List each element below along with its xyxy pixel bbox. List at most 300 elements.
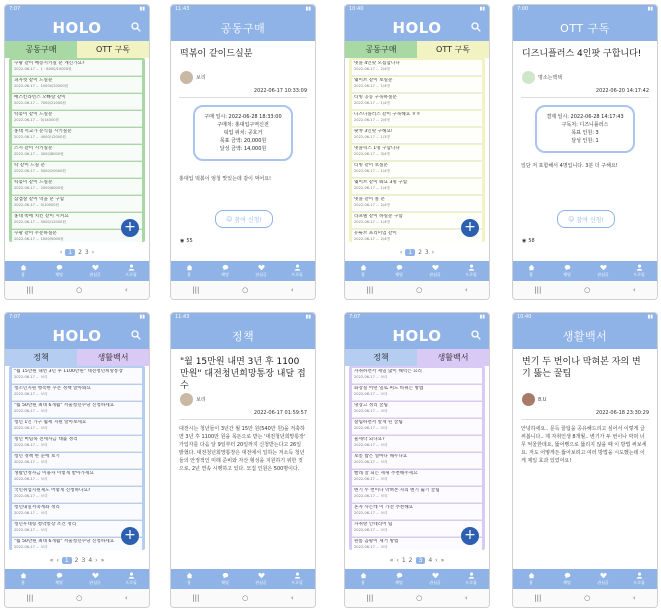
list-item[interactable] — [352, 453, 482, 469]
app-title: HOLO — [52, 18, 102, 37]
list-item[interactable] — [352, 504, 482, 520]
back-button[interactable]: ‹ — [124, 594, 128, 602]
list-item-title: 청년 1인 가구 월세 지원 알아보세요 — [14, 420, 87, 425]
prev-page-button[interactable]: ‹ — [56, 556, 59, 564]
bottom-nav — [171, 569, 315, 589]
list-item[interactable] — [12, 504, 142, 520]
post-date: 2022-06-18 23:30:29 — [595, 410, 649, 416]
tab-groupbuy[interactable]: 공동구매 — [345, 41, 417, 58]
recents-button[interactable]: ||| — [192, 286, 200, 294]
screen-policy-list — [4, 312, 150, 608]
list-item-meta: 2022-06-17 ... 4000/12000원 — [14, 135, 66, 139]
screen-ott-detail — [512, 4, 658, 300]
status-time: 7:07 — [349, 314, 361, 320]
join-button-label: 참여 신청! — [234, 216, 262, 224]
list-item[interactable] — [352, 368, 482, 384]
post-body: 대전시는 청년들이 3년간 월 15만 원(540만 원)을 저축하면 3년 후 1100만 원을 목돈으로 받는 '대전청년희망통장' 가입자를 다음 달 9일부터 20일까지 신청받는다고 26일 밝혔다. 대전청년희망통장은 대전에서 일하는 저소득 청년들의 안정적인 미래 준비와 자산 형성을 지원하기 위한 것으로, 2년 연속 시행하고 있다. 모집 인원은 500명이다. — [179, 426, 306, 472]
nav-profile[interactable] — [279, 569, 315, 589]
list-item-meta: 2022-06-17 ... 보리 — [14, 545, 48, 549]
post-title: 디즈니플러스 4인팟 구합니다! — [522, 49, 642, 59]
list-item[interactable] — [12, 419, 142, 435]
list-item-title: 청년 정책 한 눈에 보기 — [14, 454, 60, 459]
status-bar — [171, 5, 315, 14]
divider — [179, 419, 307, 420]
list-item-meta: 2022-06-17 ... 보리 — [14, 443, 48, 447]
list-item-meta: 2022-06-17 ... 1/4명 — [354, 169, 390, 173]
list-item-title: 홍대 서교가 분식집 시키실분 — [14, 129, 72, 134]
nav-chat[interactable] — [549, 261, 585, 281]
page-button[interactable]: 2 — [74, 556, 79, 564]
nav-chat[interactable] — [41, 569, 77, 589]
add-post-button[interactable]: + — [121, 219, 139, 237]
nav-favorites[interactable] — [417, 261, 453, 281]
system-nav-bar — [513, 281, 657, 299]
nav-profile[interactable] — [621, 261, 657, 281]
home-icon — [20, 572, 27, 579]
list-item-title: 원룸 곰팡이 제거 방법 — [354, 539, 399, 544]
heart-icon — [258, 264, 265, 271]
first-page-button[interactable]: « — [389, 556, 394, 564]
nav-label: 채팅 — [563, 580, 571, 585]
nav-label: 관심글 — [597, 272, 609, 277]
list-item-title: 떡볶이 같이 드실분 — [14, 180, 53, 185]
page-button[interactable]: 1 — [65, 249, 75, 256]
search-icon[interactable] — [471, 330, 481, 340]
list-item-meta: 2022-06-17 ... 보리 — [354, 409, 388, 413]
tab-ott[interactable]: OTT 구독 — [417, 41, 489, 58]
list-item[interactable] — [12, 196, 142, 212]
list-item-meta: 2022-06-17 ... 보리 — [14, 477, 48, 481]
list-item-meta: 2022-06-17 ... 보리 — [354, 460, 388, 464]
list-item-meta: 2022-06-17 ... 보리 — [14, 494, 48, 498]
list-item-title: 라프텔 같이 하실분 구함 — [354, 214, 403, 219]
tab-groupbuy[interactable]: 공동구매 — [5, 41, 77, 58]
list-item-title: 딱 같이 드실 분 — [14, 163, 46, 168]
back-button[interactable]: ‹ — [632, 594, 636, 602]
nav-home[interactable] — [171, 569, 207, 589]
list-item-title: 삼겹살 같이 먹을 분 구함 — [14, 197, 65, 202]
list-item-meta: 2022-06-17 ... 보리 — [354, 375, 388, 379]
prev-page-button[interactable]: ‹ — [399, 248, 403, 256]
tab-policy[interactable]: 정책 — [345, 349, 417, 366]
nav-label: 프로필 — [291, 272, 303, 277]
back-button[interactable]: ‹ — [464, 286, 468, 294]
nav-label: 관심글 — [597, 580, 609, 585]
status-icons: ▮▮ — [647, 6, 653, 12]
page-button[interactable]: 3 — [81, 556, 86, 564]
nav-profile[interactable] — [621, 569, 657, 589]
info-line: 결제 일시: 2022-06-28 14:17:43 — [546, 114, 624, 120]
profile-icon — [468, 264, 475, 271]
status-icons: ▮▮ — [139, 314, 145, 320]
nav-label: 관심글 — [89, 580, 101, 585]
eye-icon: ◉ — [522, 238, 527, 244]
page-button[interactable]: 1 — [405, 249, 415, 256]
post-body: 홍대입 떡볶이 엄청 맛있는데 같이 먹어요! — [179, 176, 272, 182]
list-item-meta: 2022-06-17 ... 2/4명 — [354, 118, 390, 122]
list-item[interactable] — [12, 77, 142, 93]
prev-page-button[interactable]: ‹ — [59, 248, 63, 256]
list-item[interactable] — [352, 436, 482, 452]
home-system-button[interactable]: ○ — [416, 594, 423, 602]
nav-label: 관심글 — [89, 272, 101, 277]
nav-favorites[interactable] — [77, 261, 113, 281]
list-item[interactable] — [12, 162, 142, 178]
heart-icon — [92, 572, 99, 579]
nav-chat[interactable] — [381, 261, 417, 281]
page-button[interactable]: 1 — [401, 556, 406, 564]
nav-chat[interactable] — [207, 569, 243, 589]
list-item-meta: 2022-06-17 ... 5000/12000원 — [14, 220, 66, 224]
list-item[interactable] — [352, 162, 482, 178]
list-item-meta: 2022-06-17 ... 0/14000원 — [14, 118, 59, 122]
home-icon — [20, 264, 27, 271]
status-time: 7:00 — [517, 6, 529, 12]
page-button[interactable]: 1 — [62, 557, 72, 564]
home-system-button[interactable]: ○ — [584, 594, 591, 602]
category-tabs — [345, 349, 489, 366]
list-item[interactable] — [12, 179, 142, 195]
tab-ott[interactable]: OTT 구독 — [77, 41, 149, 58]
first-page-button[interactable]: « — [49, 556, 54, 564]
next-page-button[interactable]: › — [95, 556, 98, 564]
list-item-title: 자취하면서 제일 많이 해먹는 요리 — [354, 369, 422, 374]
chat-icon — [222, 572, 229, 579]
info-line: 목표 금액: 20,000원 — [219, 138, 267, 144]
chat-icon — [56, 572, 63, 579]
list-item[interactable] — [12, 402, 142, 418]
chat-icon — [222, 264, 229, 271]
screen-groupbuy-list — [4, 4, 150, 300]
join-button[interactable] — [557, 210, 615, 228]
next-page-button[interactable]: › — [431, 248, 435, 256]
nav-favorites[interactable] — [585, 569, 621, 589]
nav-favorites[interactable] — [243, 261, 279, 281]
home-icon — [528, 572, 535, 579]
list-item-meta: 2022-06-17 ... 1/4명 — [354, 101, 390, 105]
list-item[interactable] — [12, 128, 142, 144]
list-item-title: 티빙 같이 보실분 — [354, 163, 388, 168]
list-item-title: 자취방 인테리어 팁 — [354, 522, 393, 527]
post-date: 2022-06-17 01:59:57 — [253, 410, 307, 416]
app-header — [513, 322, 657, 349]
recents-button[interactable]: ||| — [192, 594, 200, 602]
recents-button[interactable]: ||| — [534, 286, 542, 294]
status-icons: ▮▮ — [305, 6, 311, 12]
back-button[interactable]: ‹ — [124, 286, 128, 294]
list-item-meta: 2022-06-17 ... 보리 — [354, 511, 388, 515]
nav-label: 프로필 — [465, 272, 477, 277]
back-button[interactable]: ‹ — [632, 286, 636, 294]
tab-policy[interactable]: 정책 — [5, 349, 77, 366]
list-item[interactable] — [352, 60, 482, 76]
list-item-title: 보통 밥은 얼마나 해두나요 — [354, 454, 408, 459]
nav-profile[interactable] — [453, 569, 489, 589]
page-button[interactable]: 3 — [84, 248, 89, 256]
view-count — [522, 238, 535, 244]
add-post-button[interactable]: + — [121, 527, 139, 545]
next-page-button[interactable]: › — [435, 556, 438, 564]
list-item-title: 웨이브 같이 보실분 — [354, 78, 393, 83]
nav-label: 홈 — [187, 580, 191, 585]
list-item[interactable] — [352, 145, 482, 161]
author — [522, 393, 546, 406]
view-count-value: 55 — [186, 238, 193, 244]
last-page-button[interactable]: » — [100, 556, 105, 564]
list-item[interactable] — [12, 94, 142, 110]
list-item[interactable] — [12, 385, 142, 401]
home-system-button[interactable]: ○ — [416, 286, 423, 294]
list-item-title: 피자헛 같이 드실분 — [14, 78, 53, 83]
list-item-title: 유튜브 프리미엄 같이 — [354, 231, 397, 236]
heart-icon — [258, 572, 265, 579]
list-item[interactable] — [12, 487, 142, 503]
chat-icon — [396, 264, 403, 271]
list-item-meta: 2022-06-17 ... 보리 — [14, 460, 48, 464]
list-item-title: 물세탁 되나요? — [354, 437, 385, 442]
recents-button[interactable]: ||| — [366, 594, 374, 602]
list-item-title: 화장실 어떤 일로 써도 바뀌는 방법 — [354, 386, 424, 391]
nav-favorites[interactable] — [585, 261, 621, 281]
chat-icon — [56, 264, 63, 271]
page-title: 공동구매 — [220, 21, 266, 35]
post-title: "월 15만원 내면 3년 후 1100만원" 대전청년희망통장 내달 접수 — [180, 357, 306, 391]
author-name: 보리 — [196, 75, 206, 81]
page-title: 정책 — [231, 329, 255, 343]
list-item[interactable] — [352, 77, 482, 93]
status-bar — [171, 313, 315, 322]
nav-profile[interactable] — [279, 261, 315, 281]
nav-label: 홈 — [187, 272, 191, 277]
list-item-title: 빨래 잘 되는 세제 추천해주세요 — [354, 471, 418, 476]
page-button[interactable]: 4 — [428, 556, 433, 564]
profile-icon — [294, 264, 301, 271]
home-icon — [186, 264, 193, 271]
status-time: 10:40 — [349, 6, 364, 12]
join-button[interactable] — [215, 210, 273, 228]
app-title: HOLO — [52, 326, 102, 345]
info-line: 구독처: 디즈니플러스 — [561, 122, 609, 128]
info-line: 달성 인원: 1 — [571, 138, 599, 144]
screen-groupbuy-detail — [170, 4, 316, 300]
home-system-button[interactable]: ○ — [76, 286, 83, 294]
info-line: 구매처: 홍대입구역신전 — [217, 122, 269, 128]
back-button[interactable]: ‹ — [290, 594, 294, 602]
info-line: 구매 일시: 2022-06-28 18:33:00 — [204, 114, 282, 120]
list-item-title: 넷플 4인팟 모집합니다 — [354, 61, 400, 66]
divider — [521, 419, 649, 420]
nav-home[interactable] — [345, 261, 381, 281]
list-item-title: "월 50만원 최대 6개월" 서울청년수당 신청하세요 — [14, 403, 115, 408]
heart-icon — [600, 572, 607, 579]
nav-home[interactable] — [345, 569, 381, 589]
list-item-meta: 2022-06-17 ... 2/4명 — [354, 67, 390, 71]
list-item[interactable] — [12, 60, 142, 76]
status-icons: ▮▮ — [647, 314, 653, 320]
prev-page-button[interactable]: ‹ — [396, 556, 399, 564]
nav-label: 채팅 — [395, 272, 403, 277]
system-nav-bar — [171, 281, 315, 299]
list-item[interactable] — [352, 179, 482, 195]
page-button[interactable]: 2 — [78, 248, 82, 256]
home-system-button[interactable]: ○ — [242, 594, 249, 602]
nav-profile[interactable] — [113, 569, 149, 589]
pagination — [5, 555, 149, 565]
list-item[interactable] — [12, 111, 142, 127]
list-item-meta: 2022-06-17 ... 보리 — [14, 426, 48, 430]
page-button[interactable]: 4 — [88, 556, 93, 564]
list-item[interactable] — [12, 368, 142, 384]
nav-chat[interactable] — [207, 261, 243, 281]
page-button[interactable]: 3 — [424, 248, 429, 256]
list-item-meta: 2022-06-17 ... 보리 — [14, 392, 48, 396]
list-item[interactable] — [352, 94, 482, 110]
bottom-nav — [513, 261, 657, 281]
list-item[interactable] — [352, 402, 482, 418]
nav-label: 홈 — [21, 272, 25, 277]
list-item-meta: 2022-06-17 ... 1/4명 — [354, 84, 390, 88]
nav-favorites[interactable] — [417, 569, 453, 589]
avatar — [180, 71, 193, 84]
nav-label: 관심글 — [255, 580, 267, 585]
list-item-title: 티빙 공동 구독하실분 — [354, 95, 397, 100]
category-tabs — [345, 41, 489, 58]
bottom-nav — [513, 569, 657, 589]
join-button-label: 참여 신청! — [576, 216, 604, 224]
nav-label: 채팅 — [55, 272, 63, 277]
search-icon[interactable] — [471, 22, 481, 32]
back-button[interactable]: ‹ — [290, 286, 294, 294]
nav-home[interactable] — [513, 569, 549, 589]
avatar — [522, 71, 535, 84]
list-item-title: "월 50만원 최대 6개월" 서울청년수당 신청하세요 — [14, 539, 115, 544]
system-nav-bar — [345, 589, 489, 607]
list-item[interactable] — [352, 128, 482, 144]
nav-home[interactable] — [513, 261, 549, 281]
search-icon[interactable] — [131, 330, 141, 340]
app-title: HOLO — [392, 18, 442, 37]
page-title: OTT 구독 — [560, 21, 610, 35]
nav-label: 관심글 — [429, 580, 441, 585]
bottom-nav — [5, 261, 149, 281]
app-title: HOLO — [392, 326, 442, 345]
recents-button[interactable]: ||| — [26, 286, 34, 294]
heart-icon — [92, 264, 99, 271]
list-item[interactable] — [352, 419, 482, 435]
nav-chat[interactable] — [549, 569, 585, 589]
last-page-button[interactable]: » — [440, 556, 445, 564]
recents-button[interactable]: ||| — [26, 594, 34, 602]
status-bar — [513, 5, 657, 14]
nav-home[interactable] — [5, 261, 41, 281]
smile-icon: ☺ — [226, 215, 233, 223]
nav-label: 채팅 — [55, 580, 63, 585]
list-item[interactable] — [352, 196, 482, 212]
recents-button[interactable]: ||| — [534, 594, 542, 602]
search-icon[interactable] — [131, 22, 141, 32]
list-item-title: 국민취업지원제도 어떻게 신청하나요? — [14, 488, 91, 493]
author — [180, 393, 206, 406]
list-item[interactable] — [352, 487, 482, 503]
nav-label: 홈 — [529, 580, 533, 585]
list-item-meta: 2022-06-17 ... 보리 — [14, 528, 48, 532]
list-item-title: 살림하면서 알게 된 꿀팁 — [354, 420, 403, 425]
nav-label: 채팅 — [221, 580, 229, 585]
view-count — [180, 238, 193, 244]
nav-favorites[interactable] — [243, 569, 279, 589]
list-item[interactable] — [12, 436, 142, 452]
view-count-value: 58 — [528, 238, 535, 244]
nav-favorites[interactable] — [77, 569, 113, 589]
app-header — [345, 322, 489, 349]
chat-icon — [396, 572, 403, 579]
home-system-button[interactable]: ○ — [76, 594, 83, 602]
page-button[interactable]: 3 — [416, 557, 426, 564]
heart-icon — [600, 264, 607, 271]
post-body: 안녕하세요.. 문득 꿀팁을 공유해드리고 싶어서 이렇게 글 써봅니다.. 제 자취인생 8개월.. 변기가 두 번이나 막혀 너무 억울한데요, 뚫어뻥으로 뚫리지 않을 때 이 방법 써보세요. 저도 어떻게든 뚫어보려고 여러 방법을 시도했는데 이게 제일 효과 있었어요! — [521, 426, 647, 464]
nav-home[interactable] — [171, 261, 207, 281]
page-button[interactable]: 2 — [418, 248, 422, 256]
nav-label: 홈 — [361, 580, 365, 585]
pagination — [5, 247, 149, 257]
system-nav-bar — [5, 281, 149, 299]
list-item-meta: 2022-06-17 ... 2/4명 — [354, 237, 390, 241]
home-system-button[interactable]: ○ — [242, 286, 249, 294]
list-item-meta: 2022-06-17 ... 7000/21000원 — [14, 101, 66, 105]
list-item-meta: 2022-06-17 ... 보리 — [354, 426, 388, 430]
category-tabs — [5, 349, 149, 366]
nav-label: 채팅 — [563, 272, 571, 277]
tab-life[interactable]: 생활백서 — [77, 349, 149, 366]
list-item[interactable] — [352, 385, 482, 401]
list-item[interactable] — [12, 145, 142, 161]
profile-icon — [128, 572, 135, 579]
nav-profile[interactable] — [113, 261, 149, 281]
home-system-button[interactable]: ○ — [584, 286, 591, 294]
list-item-meta: 2022-06-17 ... 보리 — [354, 494, 388, 498]
tab-life[interactable]: 생활백서 — [417, 349, 489, 366]
list-item[interactable] — [12, 470, 142, 486]
app-header — [5, 322, 149, 349]
add-post-button[interactable]: + — [461, 527, 479, 545]
list-item-title: 청년우대형 청약통장 조건 정리 — [14, 522, 77, 527]
list-item[interactable] — [352, 470, 482, 486]
back-button[interactable]: ‹ — [464, 594, 468, 602]
category-tabs — [5, 41, 149, 58]
nav-profile[interactable] — [453, 261, 489, 281]
next-page-button[interactable]: › — [91, 248, 95, 256]
nav-chat[interactable] — [41, 261, 77, 281]
nav-chat[interactable] — [381, 569, 417, 589]
nav-home[interactable] — [5, 569, 41, 589]
list-item-meta: 2022-06-17 ... 3/4명 — [354, 152, 390, 156]
list-item-title: 홍대 쪽에 치킨 같이 시켜요 — [14, 214, 69, 219]
add-post-button[interactable]: + — [461, 219, 479, 237]
post-title: 변기 두 번이나 막혀본 자의 변기 뚫는 꿀팁 — [522, 357, 641, 379]
status-bar — [513, 313, 657, 322]
page-button[interactable]: 2 — [408, 556, 413, 564]
list-item-title: 넷플 같이 볼 분 — [354, 197, 386, 202]
profile-icon — [468, 572, 475, 579]
info-line: 픽업 위치: 공호거 — [223, 130, 263, 136]
nav-label: 프로필 — [633, 272, 645, 277]
list-item[interactable] — [12, 453, 142, 469]
status-time: 11:43 — [175, 6, 190, 12]
list-item[interactable] — [352, 111, 482, 127]
system-nav-bar — [513, 589, 657, 607]
recents-button[interactable]: ||| — [366, 286, 374, 294]
pagination — [345, 247, 489, 257]
